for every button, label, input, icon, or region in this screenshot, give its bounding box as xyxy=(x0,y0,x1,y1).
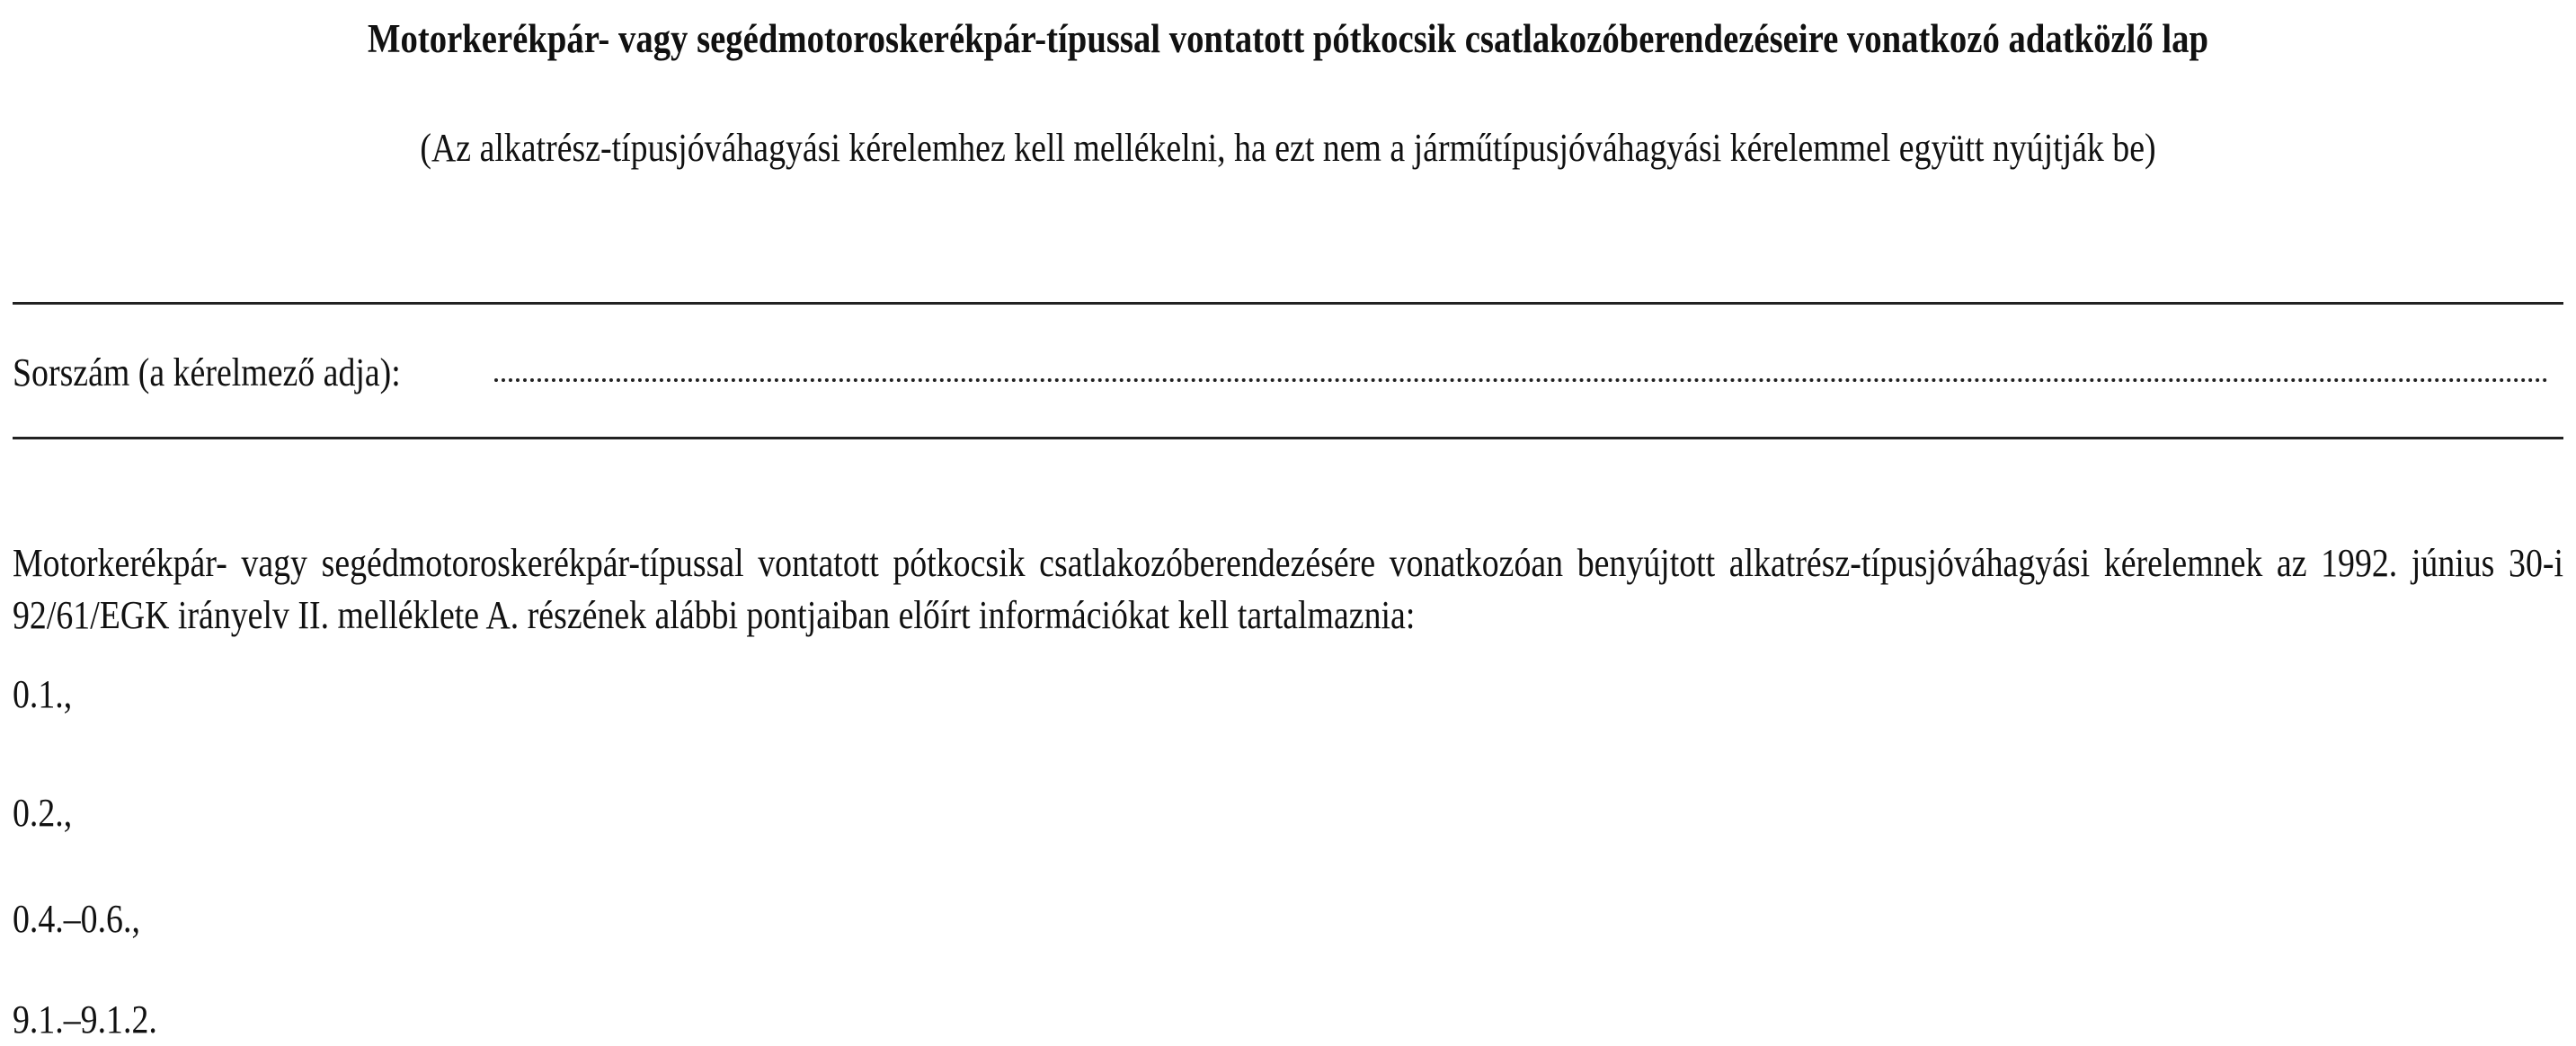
body-paragraph xyxy=(13,537,2563,642)
body-paragraph-text: Motorkerékpár- vagy segédmotoroskerékpár-típussal vontatott pótkocsik csatlakozóberendezésére vonatkozóan benyújtott alkatrész-típusjóváhagyási kérelemnek az 1992. június 30-i 92/61/EGK irányelv II. melléklete A. részének alábbi pontjaiban előírt információkat kell tartalmaznia: xyxy=(13,541,2563,637)
list-item: 0.4.–0.6., xyxy=(13,897,140,941)
divider-top xyxy=(13,302,2563,305)
serial-number-fill-line xyxy=(494,369,2549,382)
serial-number-label: Sorszám (a kérelmező adja): xyxy=(13,350,401,394)
serial-number-row xyxy=(13,343,2563,403)
document-title: Motorkerékpár- vagy segédmotoroskerékpár-típussal vontatott pótkocsik csatlakozóberendezéseire vonatkozó adatközlő lap xyxy=(367,16,2209,61)
list-item: 9.1.–9.1.2. xyxy=(13,997,157,1042)
divider-bottom xyxy=(13,437,2563,439)
list-item: 0.1., xyxy=(13,672,73,716)
document-subtitle: (Az alkatrész-típusjóváhagyási kérelemhez kell mellékelni, ha ezt nem a járműtípusjóváhagyási kérelemmel együtt nyújtják be) xyxy=(420,126,2156,170)
list-item: 0.2., xyxy=(13,791,73,835)
